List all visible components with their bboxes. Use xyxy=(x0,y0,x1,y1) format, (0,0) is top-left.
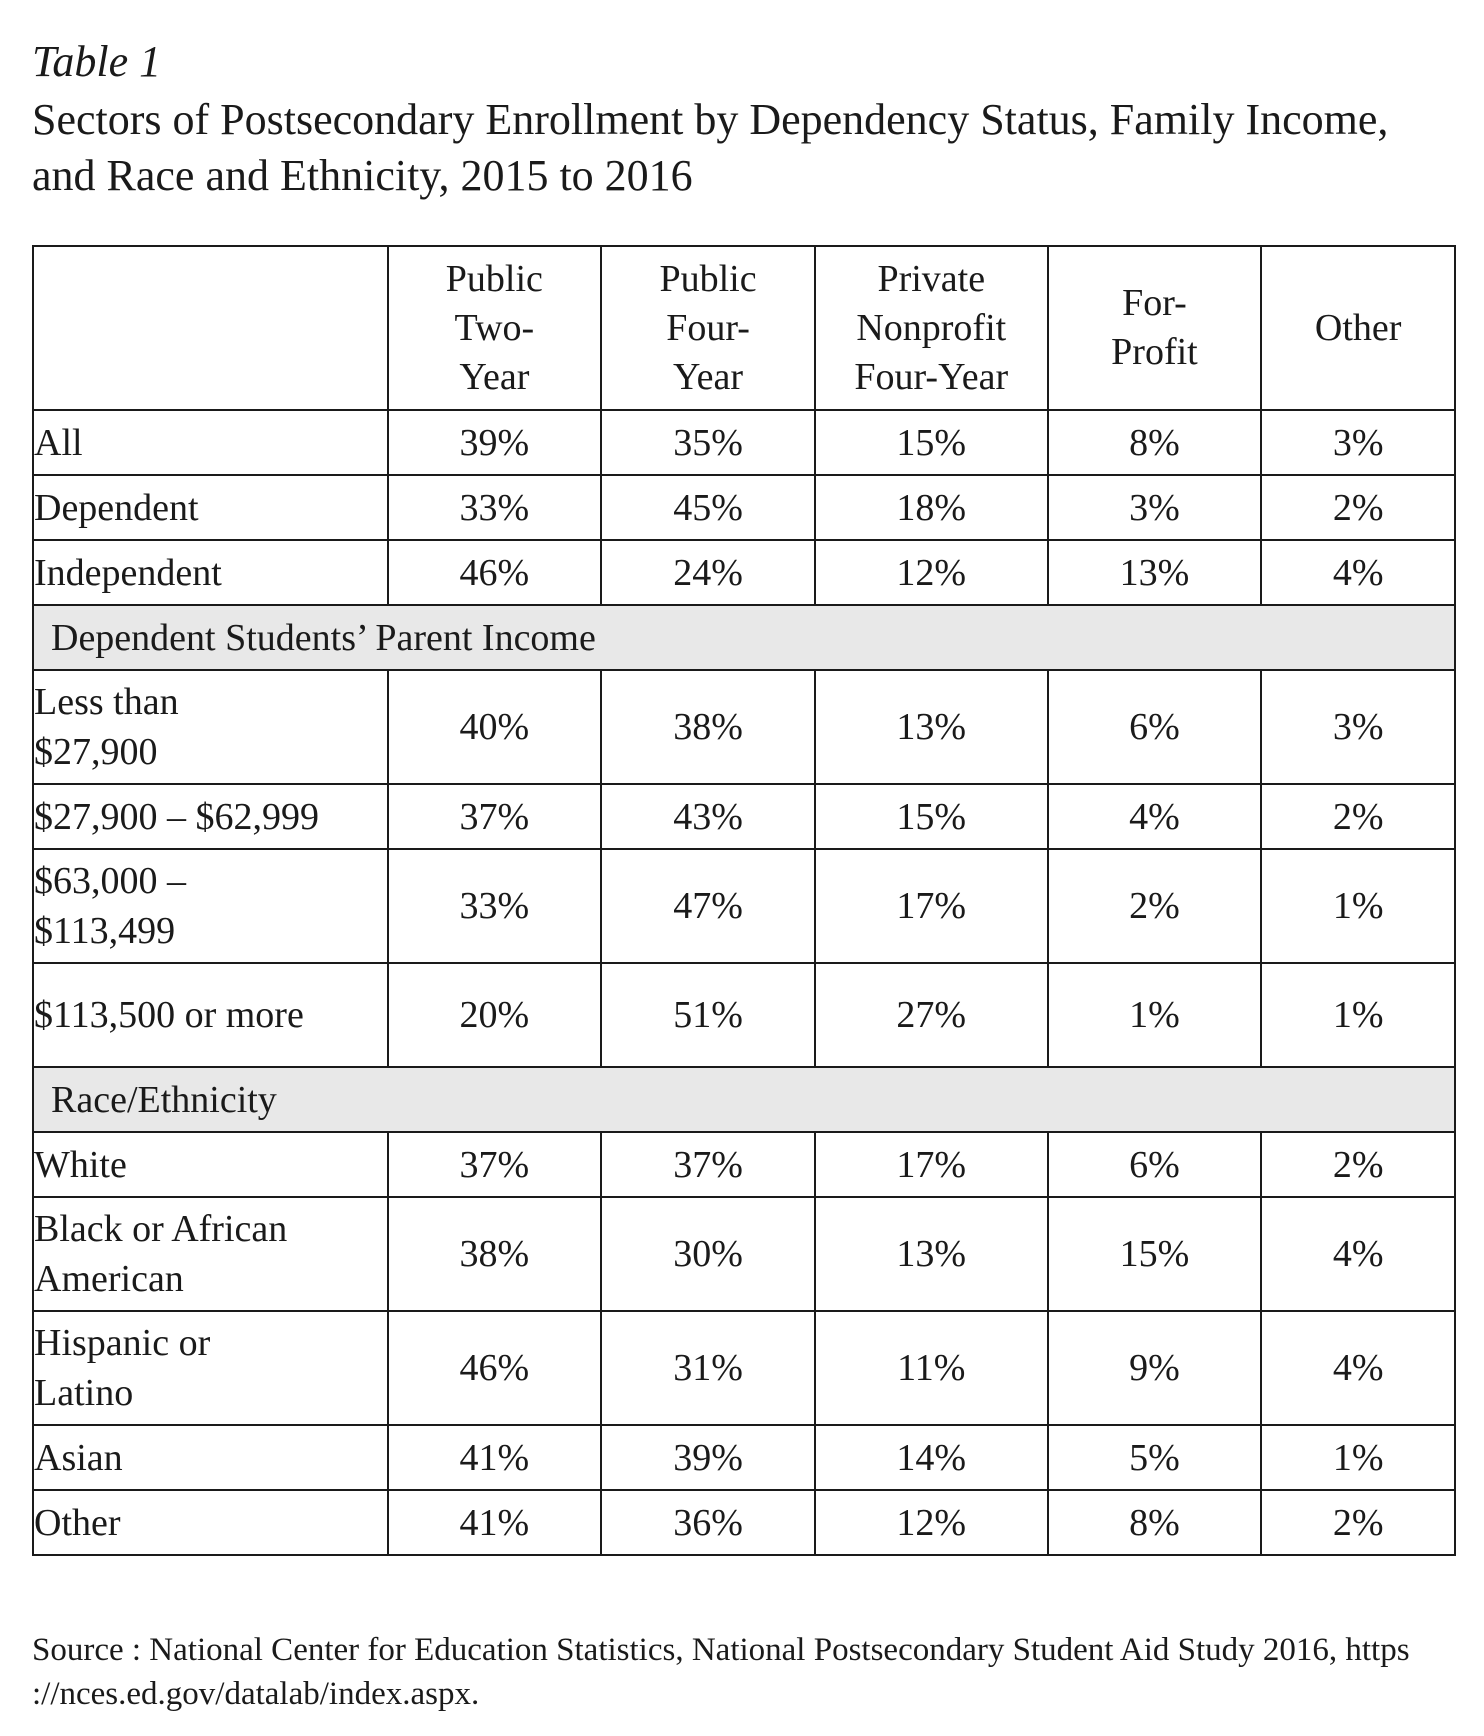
value-cell: 4% xyxy=(1261,1311,1455,1425)
row-label-line: Less than xyxy=(34,681,179,723)
value-cell: 41% xyxy=(388,1425,602,1490)
value-cell: 1% xyxy=(1048,963,1262,1067)
row-label-line: $27,900 – $62,999 xyxy=(34,795,319,838)
value-cell: 46% xyxy=(388,540,602,605)
header-cell xyxy=(815,246,1048,410)
row-label-line: Dependent xyxy=(34,486,199,529)
table-row xyxy=(33,1132,1455,1197)
header-line: Other xyxy=(1314,306,1402,349)
row-label-line: Other xyxy=(34,1501,121,1544)
value-cell: 4% xyxy=(1261,540,1455,605)
section-header: Dependent Students’ Parent Income xyxy=(33,605,1455,670)
value-cell: 2% xyxy=(1261,475,1455,540)
table-title: Sectors of Postsecondary Enrollment by Dependency Status, Family Income, and Race and Ethnicity, 2015 to 2016 xyxy=(32,95,1389,200)
value-cell: 14% xyxy=(815,1425,1048,1490)
source-note: Source : National Center for Education Statistics, National Postsecondary Student Aid Study 2016, https ://nces.ed.gov/datalab/index.aspx. xyxy=(32,1632,1410,1712)
header-cell xyxy=(388,246,602,410)
value-cell: 41% xyxy=(388,1490,602,1555)
value-cell: 15% xyxy=(815,410,1048,475)
row-label xyxy=(33,1197,388,1311)
value-cell: 17% xyxy=(815,849,1048,963)
value-cell: 1% xyxy=(1261,963,1455,1067)
table-row xyxy=(33,963,1455,1067)
table-row xyxy=(33,1311,1455,1425)
row-label xyxy=(33,963,388,1067)
value-cell: 12% xyxy=(815,540,1048,605)
value-cell: 13% xyxy=(815,670,1048,784)
value-cell: 51% xyxy=(601,963,815,1067)
table-header-row xyxy=(33,246,1455,410)
row-label-line: Latino xyxy=(34,1372,134,1414)
value-cell: 18% xyxy=(815,475,1048,540)
header-cell xyxy=(1048,246,1262,410)
table-row xyxy=(33,1490,1455,1555)
enrollment-table xyxy=(32,245,1456,1556)
value-cell: 4% xyxy=(1261,1197,1455,1311)
value-cell: 35% xyxy=(601,410,815,475)
row-label xyxy=(33,475,388,540)
row-label xyxy=(33,1132,388,1197)
table-row xyxy=(33,475,1455,540)
value-cell: 2% xyxy=(1261,1490,1455,1555)
table-row xyxy=(33,784,1455,849)
header-cell-empty xyxy=(33,246,388,410)
value-cell: 39% xyxy=(388,410,602,475)
value-cell: 12% xyxy=(815,1490,1048,1555)
row-label-line: Black or African xyxy=(34,1208,288,1250)
value-cell: 37% xyxy=(388,784,602,849)
header-line: Public xyxy=(659,257,757,300)
header-line: Four- xyxy=(666,306,750,349)
value-cell: 6% xyxy=(1048,670,1262,784)
value-cell: 31% xyxy=(601,1311,815,1425)
row-label xyxy=(33,849,388,963)
value-cell: 2% xyxy=(1261,1132,1455,1197)
row-label xyxy=(33,1425,388,1490)
header-line: Year xyxy=(673,355,744,398)
row-label xyxy=(33,670,388,784)
header-cell xyxy=(1261,246,1455,410)
value-cell: 30% xyxy=(601,1197,815,1311)
row-label-line: American xyxy=(34,1258,184,1300)
value-cell: 47% xyxy=(601,849,815,963)
value-cell: 2% xyxy=(1048,849,1262,963)
value-cell: 45% xyxy=(601,475,815,540)
value-cell: 4% xyxy=(1048,784,1262,849)
row-label-line: $113,499 xyxy=(34,910,176,952)
row-label xyxy=(33,410,388,475)
row-label-line: All xyxy=(34,421,83,464)
value-cell: 8% xyxy=(1048,1490,1262,1555)
value-cell: 38% xyxy=(601,670,815,784)
table-row xyxy=(33,1197,1455,1311)
value-cell: 5% xyxy=(1048,1425,1262,1490)
value-cell: 40% xyxy=(388,670,602,784)
value-cell: 8% xyxy=(1048,410,1262,475)
row-label xyxy=(33,1490,388,1555)
value-cell: 33% xyxy=(388,475,602,540)
value-cell: 13% xyxy=(1048,540,1262,605)
value-cell: 38% xyxy=(388,1197,602,1311)
row-label-line: Independent xyxy=(34,551,222,594)
header-line: Year xyxy=(459,355,530,398)
row-label xyxy=(33,540,388,605)
section-header-row xyxy=(33,605,1455,670)
header-cell xyxy=(601,246,815,410)
header-line: Profit xyxy=(1111,331,1198,373)
table-row xyxy=(33,410,1455,475)
value-cell: 37% xyxy=(388,1132,602,1197)
value-cell: 3% xyxy=(1261,410,1455,475)
section-header-row xyxy=(33,1067,1455,1132)
value-cell: 2% xyxy=(1261,784,1455,849)
value-cell: 27% xyxy=(815,963,1048,1067)
value-cell: 33% xyxy=(388,849,602,963)
row-label-line: White xyxy=(34,1143,127,1186)
value-cell: 11% xyxy=(815,1311,1048,1425)
row-label-line: $113,500 or more xyxy=(34,994,304,1036)
table-label: Table 1 xyxy=(32,37,162,86)
value-cell: 13% xyxy=(815,1197,1048,1311)
header-line: For- xyxy=(1122,282,1187,324)
table-row xyxy=(33,849,1455,963)
value-cell: 46% xyxy=(388,1311,602,1425)
value-cell: 3% xyxy=(1261,670,1455,784)
row-label-line: $27,900 xyxy=(34,731,158,773)
row-label-line: Asian xyxy=(34,1436,123,1479)
value-cell: 39% xyxy=(601,1425,815,1490)
value-cell: 17% xyxy=(815,1132,1048,1197)
value-cell: 24% xyxy=(601,540,815,605)
table-row xyxy=(33,540,1455,605)
value-cell: 1% xyxy=(1261,849,1455,963)
header-line: Public xyxy=(445,257,543,300)
table-body xyxy=(33,410,1455,1555)
value-cell: 36% xyxy=(601,1490,815,1555)
value-cell: 1% xyxy=(1261,1425,1455,1490)
value-cell: 9% xyxy=(1048,1311,1262,1425)
value-cell: 15% xyxy=(1048,1197,1262,1311)
header-line: Two- xyxy=(454,306,535,349)
value-cell: 6% xyxy=(1048,1132,1262,1197)
value-cell: 15% xyxy=(815,784,1048,849)
header-line: Nonprofit xyxy=(856,306,1007,349)
row-label xyxy=(33,784,388,849)
row-label-line: $63,000 – xyxy=(34,860,186,902)
row-label-line: Hispanic or xyxy=(34,1322,211,1364)
value-cell: 43% xyxy=(601,784,815,849)
row-label xyxy=(33,1311,388,1425)
section-header: Race/Ethnicity xyxy=(33,1067,1455,1132)
table-row xyxy=(33,1425,1455,1490)
header-line: Four-Year xyxy=(854,355,1009,398)
value-cell: 20% xyxy=(388,963,602,1067)
table-row xyxy=(33,670,1455,784)
header-line: Private xyxy=(877,257,986,300)
value-cell: 3% xyxy=(1048,475,1262,540)
value-cell: 37% xyxy=(601,1132,815,1197)
